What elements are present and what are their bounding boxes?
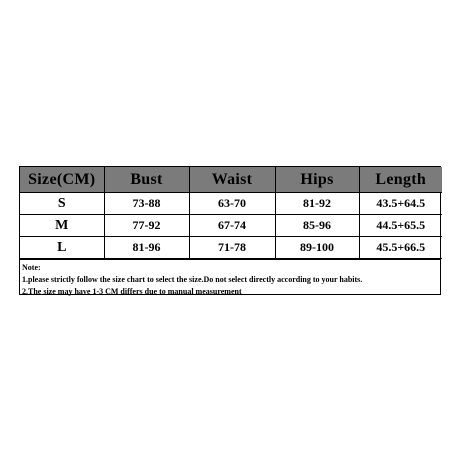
length-value: 43.5+64.5 [359, 193, 442, 215]
size-label: L [20, 237, 104, 259]
header-hips: Hips [275, 167, 359, 193]
waist-value: 67-74 [189, 215, 275, 237]
table-row [20, 215, 442, 237]
size-table [20, 167, 442, 259]
bust-value: 73-88 [104, 193, 189, 215]
note-line: 2.The size may have 1-3 CM differs due to manual measurement [22, 287, 242, 296]
table-row [20, 193, 442, 215]
hips-value: 85-96 [275, 215, 359, 237]
bust-value: 77-92 [104, 215, 189, 237]
bust-value: 81-96 [104, 237, 189, 259]
header-bust: Bust [104, 167, 189, 193]
header-waist: Waist [189, 167, 275, 193]
notes-title: Note: [22, 263, 41, 272]
length-value: 44.5+65.5 [359, 215, 442, 237]
hips-value: 81-92 [275, 193, 359, 215]
size-label: M [20, 215, 104, 237]
hips-value: 89-100 [275, 237, 359, 259]
header-size: Size(CM) [20, 167, 104, 193]
waist-value: 71-78 [189, 237, 275, 259]
table-row [20, 237, 442, 259]
size-chart [19, 166, 441, 295]
notes-section [20, 259, 440, 294]
size-label: S [20, 193, 104, 215]
table-header-row [20, 167, 442, 193]
length-value: 45.5+66.5 [359, 237, 442, 259]
waist-value: 63-70 [189, 193, 275, 215]
header-length: Length [359, 167, 442, 193]
note-line: 1.please strictly follow the size chart to select the size.Do not select directly according to your habits. [22, 275, 363, 284]
